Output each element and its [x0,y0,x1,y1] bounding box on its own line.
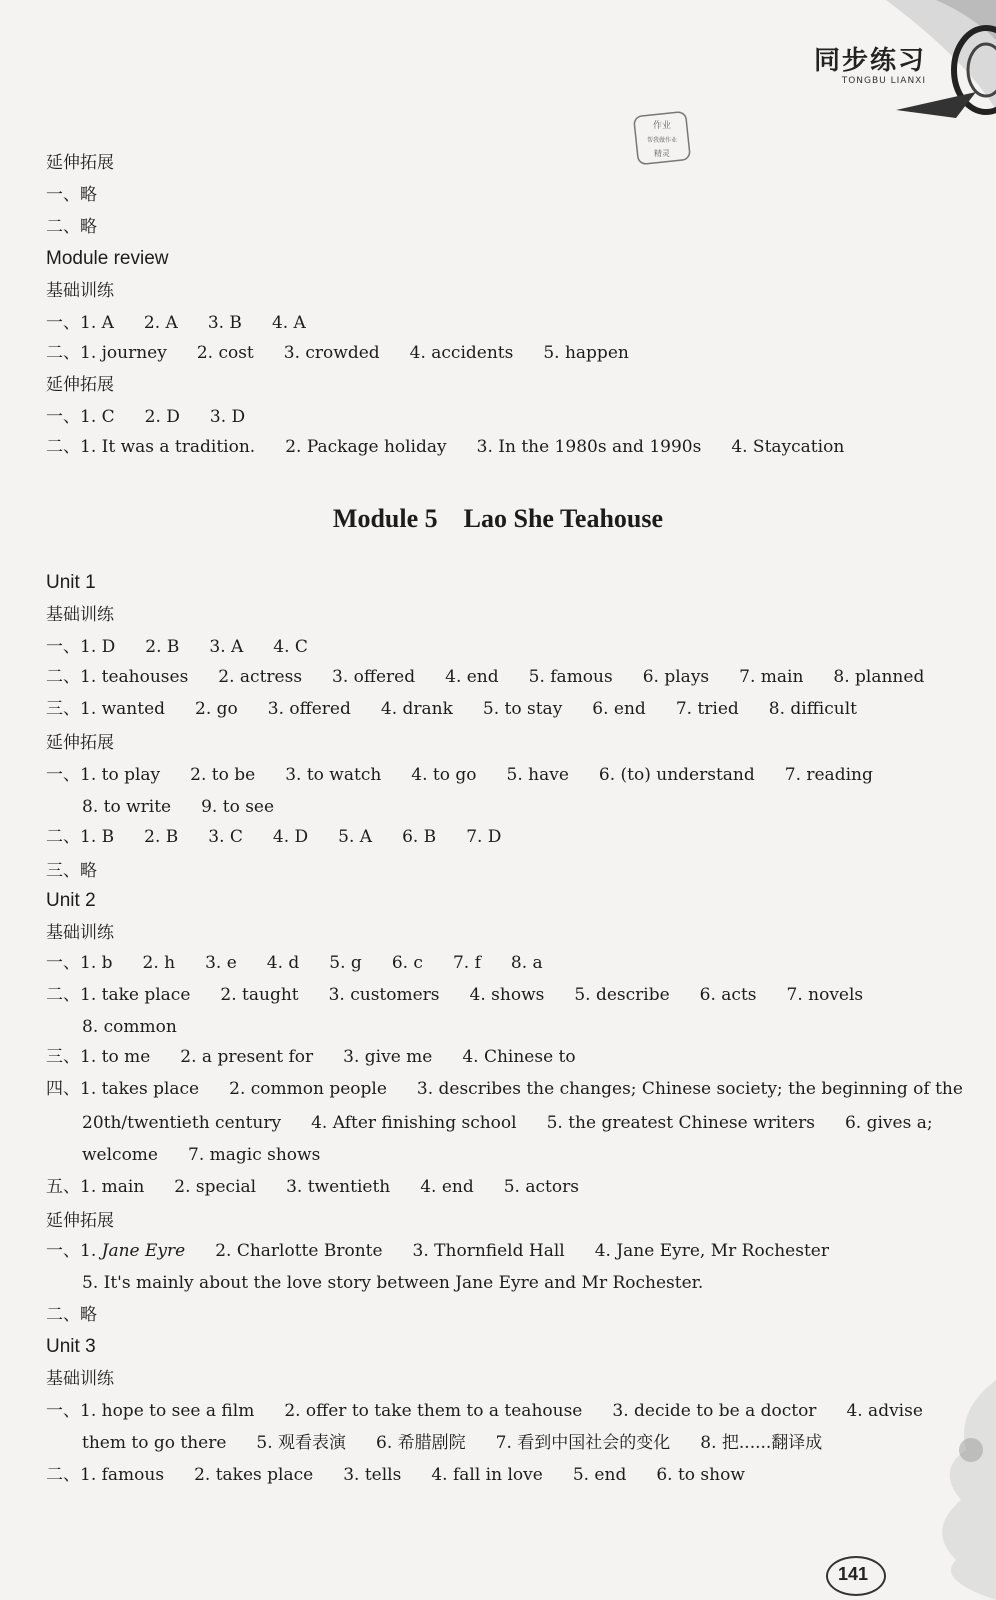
answer-item: 3. twentieth [286,1177,391,1197]
answer-item: 7. reading [784,765,873,785]
answer-item: 1. C [80,407,115,427]
answer-line [82,1016,177,1038]
question-number: 一、 [46,953,80,973]
answer-item: 5. the greatest Chinese writers [546,1113,815,1133]
answer-item: 6. c [391,953,423,973]
answer-line [46,698,857,720]
answer-item: 1. teahouses [80,667,189,687]
answer-item: 7. 看到中国社会的变化 [495,1433,671,1453]
answer-item: 3. D [209,407,246,427]
answer-item: 2. h [142,953,176,973]
unit-heading: Unit 1 [46,572,96,593]
unit-heading: Module review [46,248,169,269]
answer-line [46,1078,963,1100]
answer-item: 2. takes place [194,1465,314,1485]
answer-item: 4. shows [469,985,545,1005]
answer-item: 3. Thornfield Hall [412,1241,565,1261]
question-number: 二、 [46,827,80,847]
answer-line [46,342,629,364]
answer-item: 7. main [739,667,804,687]
answer-item: 1. B [80,827,115,847]
answer-item: 3. C [208,827,243,847]
answer-item: 6. plays [642,667,710,687]
question-number: 三、 [46,1047,80,1067]
question-number: 二、 [46,1465,80,1485]
answer-item: 1. hope to see a film [80,1401,255,1421]
page-number: 141 [838,1564,869,1584]
answer-item: 3. B [207,313,242,333]
answer-item: 2. A [143,313,178,333]
answer-line [46,636,308,658]
answer-item: 2. Charlotte Bronte [215,1241,383,1261]
question-number: 二、 [46,667,80,687]
answer-item: 2. actress [218,667,303,687]
answer-item: 1. main [80,1177,145,1197]
answer-item: 1. wanted [80,699,166,719]
answer-item: 1. journey [80,343,167,363]
answer-line: 二、略 [46,1305,97,1325]
answer-line: 三、略 [46,861,97,881]
answer-item: 7. magic shows [188,1145,321,1165]
answer-item: 3. In the 1980s and 1990s [476,437,702,457]
answer-item: 3. e [205,953,237,973]
answer-line [46,1240,829,1262]
answer-line [82,1144,320,1166]
section-heading: 延伸拓展 [46,375,114,395]
answer-item: 4. accidents [409,343,514,363]
question-number: 二、 [46,343,80,363]
answer-item: 5. famous [528,667,613,687]
answer-item: 2. taught [220,985,299,1005]
answer-item: 1. A [80,313,114,333]
answer-item: 2. Package holiday [285,437,447,457]
brand-header [736,0,996,120]
answer-line [46,1400,923,1422]
answer-line [82,796,274,818]
corner-cartoon-icon [866,1380,996,1600]
section-heading: 延伸拓展 [46,733,114,753]
answer-item: 4. to go [411,765,477,785]
answer-item: 3. A [209,637,244,657]
answer-line [46,436,844,458]
answer-item: 6. 希腊剧院 [376,1433,466,1453]
answer-line [46,1464,745,1486]
answer-item: 6. B [402,827,437,847]
answer-item: 8. difficult [768,699,857,719]
answer-item: 4. advise [846,1401,923,1421]
section-heading: 基础训练 [46,923,114,943]
answer-item: 1. D [80,637,116,657]
answer-item: 4. C [273,637,308,657]
question-number: 一、 [46,637,80,657]
answer-item: 8. common [82,1017,177,1037]
answer-item: 1. b [80,953,113,973]
answer-item: 4. After finishing school [311,1113,517,1133]
answer-item: 3. offered [332,667,416,687]
answer-item: 2. to be [190,765,256,785]
answer-item: 5. describe [574,985,670,1005]
answer-item: 5. g [329,953,362,973]
answer-item: 4. end [420,1177,474,1197]
answer-line [46,984,863,1006]
question-number: 一、 [46,1241,80,1261]
question-number: 三、 [46,699,80,719]
section-heading: 延伸拓展 [46,1211,114,1231]
answer-item: 4. A [271,313,306,333]
question-number: 一、 [46,313,80,333]
answer-item: 7. tried [675,699,739,719]
answer-line [46,826,501,848]
answer-item: 20th/twentieth century [82,1113,282,1133]
svg-text:帮我做作业: 帮我做作业 [646,137,678,144]
answer-line [46,312,306,334]
answer-item: 8. a [510,953,543,973]
brand-pinyin: TONGBU LIANXI [841,76,926,86]
question-number: 五、 [46,1177,80,1197]
answer-item: 1. takes place [80,1079,200,1099]
answer-item: 5. actors [503,1177,579,1197]
answer-item: 3. offered [267,699,351,719]
question-number: 四、 [46,1079,80,1099]
answer-item: 3. tells [343,1465,402,1485]
answer-item: welcome [82,1145,158,1165]
answer-item: 4. end [445,667,499,687]
answer-item: 1. It was a tradition. [80,437,256,457]
answer-item: 7. D [466,827,502,847]
answer-item: 8. planned [833,667,925,687]
answer-item: 3. customers [328,985,440,1005]
answer-item: 2. special [174,1177,257,1197]
answer-item: 5. It's mainly about the love story between Jane Eyre and Mr Rochester. [82,1273,704,1293]
answer-line [46,1046,576,1068]
answer-item: 9. to see [201,797,275,817]
question-number: 一、 [46,407,80,427]
answer-item: 8. to write [82,797,172,817]
answer-item: 2. go [195,699,238,719]
answer-item: 1. to me [80,1047,151,1067]
brand-title: 同步练习 [813,46,926,76]
answer-item: 2. offer to take them to a teahouse [284,1401,583,1421]
answer-item: 5. have [506,765,569,785]
question-number: 一、 [46,1401,80,1421]
answer-item: 3. describes the changes; Chinese society; the beginning of the [416,1079,963,1099]
answer-item: 2. B [145,637,180,657]
answer-line: 一、略 [46,185,97,205]
answer-item: 3. to watch [285,765,382,785]
answer-item: 4. Staycation [731,437,845,457]
answer-item: 6. (to) understand [598,765,755,785]
answer-item: 5. end [572,1465,627,1485]
answer-item: 8. 把......翻译成 [700,1433,823,1453]
answer-line [46,666,924,688]
unit-heading: Unit 2 [46,890,96,911]
answer-line [46,406,245,428]
answer-line [82,1272,703,1294]
answer-item: 5. happen [543,343,629,363]
unit-heading: Unit 3 [46,1336,96,1357]
answer-item: 6. acts [699,985,757,1005]
svg-text:精灵: 精灵 [654,149,670,158]
answer-item: 5. A [338,827,373,847]
answer-line [46,952,543,974]
stamp-logo-icon [630,106,694,170]
svg-text:作业: 作业 [652,121,672,131]
answer-item: 6. to show [656,1465,745,1485]
section-heading: 基础训练 [46,281,114,301]
question-number: 二、 [46,985,80,1005]
answer-item: 1. famous [80,1465,165,1485]
answer-item: 5. 观看表演 [256,1433,347,1453]
answer-item: 2. D [144,407,180,427]
answer-item: 3. crowded [283,343,380,363]
answer-item: 6. end [592,699,646,719]
answer-line: 二、略 [46,217,97,237]
answer-item: 4. D [272,827,309,847]
answer-item: 7. novels [786,985,864,1005]
answer-item: 6. gives a; [844,1113,933,1133]
section-heading: 延伸拓展 [46,153,114,173]
answer-item: 4. fall in love [431,1465,543,1485]
section-heading: 基础训练 [46,605,114,625]
answer-item: 7. f [452,953,481,973]
answer-item: 2. common people [229,1079,387,1099]
answer-item: 4. drank [380,699,453,719]
answer-item: them to go there [82,1433,227,1453]
answer-item: 2. B [144,827,179,847]
answer-line [82,1112,933,1134]
answer-item: 4. Chinese to [462,1047,576,1067]
answer-item: 1. to play [80,765,161,785]
answer-line [46,1176,579,1198]
module-title: Module 5 Lao She Teahouse [332,504,664,533]
answer-item: 4. d [266,953,300,973]
question-number: 二、 [46,437,80,457]
answer-item: 3. give me [343,1047,433,1067]
question-number: 一、 [46,765,80,785]
answer-item: 3. decide to be a doctor [612,1401,817,1421]
answer-item: 2. a present for [180,1047,314,1067]
answer-line [46,764,873,786]
answer-line [82,1432,822,1454]
answer-item: 5. to stay [482,699,563,719]
answer-item: 4. Jane Eyre, Mr Rochester [594,1241,829,1261]
answer-item: 2. cost [196,343,254,363]
answer-item: 1. take place [80,985,191,1005]
answer-item: 1. Jane Eyre [80,1241,186,1261]
section-heading: 基础训练 [46,1369,114,1389]
